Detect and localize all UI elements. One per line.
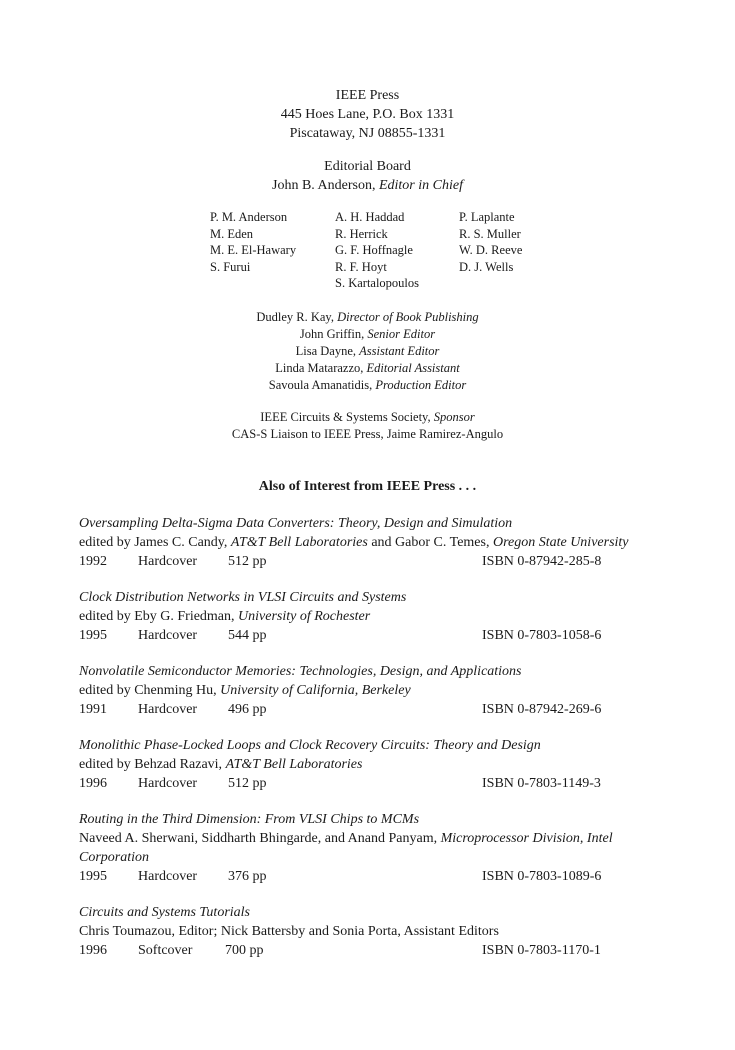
board-member: G. F. Hoffnagle — [335, 243, 413, 258]
staff-name: John Griffin, — [299, 327, 368, 341]
book-entry — [79, 810, 679, 886]
book-affiliation: Microprocessor Division, Intel Corporation — [79, 831, 613, 865]
book-entry — [79, 736, 679, 793]
book-title: Routing in the Third Dimension: From VLSI Chips to MCMs — [79, 812, 420, 827]
staff-role: Production Editor — [375, 378, 467, 392]
staff-role: Director of Book Publishing — [337, 310, 479, 324]
board-member: R. Herrick — [335, 226, 388, 241]
book-meta — [79, 774, 679, 793]
book-editors: Naveed A. Sherwani, Siddharth Bhingarde, and Anand Panyam, — [79, 831, 441, 846]
book-affiliation: University of California, Berkeley — [220, 683, 411, 698]
book-pages: 544 pp — [228, 628, 267, 643]
book-meta — [79, 941, 679, 960]
book-entry — [79, 903, 679, 960]
book-title: Nonvolatile Semiconductor Memories: Technologies, Design, and Applications — [79, 664, 522, 679]
book-title: Oversampling Delta-Sigma Data Converters: Theory, Design and Simulation — [79, 516, 513, 531]
staff-name: Savoula Amanatidis, — [268, 378, 376, 392]
society-sponsor — [0, 409, 735, 426]
publisher-block — [0, 86, 735, 143]
staff-member — [0, 377, 735, 394]
book-binding: Hardcover — [138, 869, 198, 884]
book-affiliation: Oregon State University — [492, 535, 629, 550]
society-sponsor-name: IEEE Circuits & Systems Society, — [260, 410, 434, 424]
staff-role: Senior Editor — [367, 327, 436, 341]
book-binding: Softcover — [138, 943, 193, 958]
book-credit — [79, 755, 679, 774]
book-affiliation: AT&T Bell Laboratories — [225, 757, 363, 772]
editor-in-chief — [0, 176, 735, 195]
book-credit — [79, 681, 679, 700]
book-credit — [79, 829, 679, 867]
editorial-board-members — [210, 209, 579, 292]
board-member: P. Laplante — [459, 210, 515, 224]
book-entry — [79, 514, 679, 571]
book-editors: edited by Eby G. Friedman, — [79, 609, 239, 624]
board-member: S. Furui — [210, 259, 251, 274]
book-binding: Hardcover — [138, 628, 198, 643]
book-binding: Hardcover — [138, 554, 198, 569]
society-sponsor-role: Sponsor — [433, 410, 475, 424]
book-pages: 376 pp — [228, 869, 267, 884]
book-isbn: ISBN 0-7803-1170-1 — [482, 943, 601, 958]
book-title: Circuits and Systems Tutorials — [79, 905, 251, 920]
staff-role: Editorial Assistant — [366, 361, 460, 375]
book-meta — [79, 552, 679, 571]
book-binding: Hardcover — [138, 776, 198, 791]
society-liaison: CAS-S Liaison to IEEE Press, Jaime Ramirez-Angulo — [231, 427, 504, 441]
book-affiliation: AT&T Bell Laboratories — [230, 535, 368, 550]
also-of-interest-heading: Also of Interest from IEEE Press . . . — [258, 479, 477, 494]
book-meta — [79, 700, 679, 719]
book-meta — [79, 626, 679, 645]
book-isbn: ISBN 0-87942-269-6 — [482, 702, 602, 717]
book-entry — [79, 662, 679, 719]
book-title: Monolithic Phase-Locked Loops and Clock Recovery Circuits: Theory and Design — [79, 738, 541, 753]
book-year: 1991 — [79, 702, 107, 717]
publisher-address-line2: Piscataway, NJ 08855-1331 — [289, 126, 446, 141]
staff-member — [0, 343, 735, 360]
book-binding: Hardcover — [138, 702, 198, 717]
book-list — [79, 514, 679, 977]
publisher-name: IEEE Press — [335, 88, 400, 103]
editorial-board-heading: Editorial Board — [324, 159, 411, 174]
book-year: 1996 — [79, 776, 107, 791]
book-isbn: ISBN 0-7803-1058-6 — [482, 628, 602, 643]
book-credit — [79, 607, 679, 626]
publisher-address-line1: 445 Hoes Lane, P.O. Box 1331 — [280, 107, 455, 122]
book-editors: edited by Chenming Hu, — [79, 683, 221, 698]
book-isbn: ISBN 0-7803-1149-3 — [482, 776, 601, 791]
editor-in-chief-name: John B. Anderson, — [272, 178, 379, 193]
staff-member — [0, 326, 735, 343]
board-member: S. Kartalopoulos — [335, 276, 420, 291]
board-member: D. J. Wells — [459, 259, 514, 274]
book-affiliation: University of Rochester — [238, 609, 371, 624]
book-year: 1996 — [79, 943, 107, 958]
book-title: Clock Distribution Networks in VLSI Circuits and Systems — [79, 590, 407, 605]
book-meta — [79, 867, 679, 886]
book-pages: 496 pp — [228, 702, 267, 717]
book-pages: 700 pp — [225, 943, 264, 958]
staff-name: Linda Matarazzo, — [275, 361, 367, 375]
book-credit — [79, 533, 679, 552]
book-isbn: ISBN 0-7803-1089-6 — [482, 869, 602, 884]
book-editors: edited by Behzad Razavi, — [79, 757, 226, 772]
book-isbn: ISBN 0-87942-285-8 — [482, 554, 602, 569]
book-pages: 512 pp — [228, 776, 267, 791]
board-member: W. D. Reeve — [459, 243, 523, 258]
book-credit — [79, 922, 679, 941]
book-year: 1992 — [79, 554, 107, 569]
staff-name: Dudley R. Kay, — [256, 310, 338, 324]
book-entry — [79, 588, 679, 645]
book-year: 1995 — [79, 628, 107, 643]
staff-member — [0, 309, 735, 326]
board-member: R. S. Muller — [459, 226, 521, 241]
society-block — [0, 409, 735, 443]
book-editors: edited by James C. Candy, — [79, 535, 231, 550]
staff-list — [0, 309, 735, 394]
board-member: P. M. Anderson — [210, 210, 288, 224]
board-member: R. F. Hoyt — [335, 259, 387, 274]
board-member — [459, 275, 579, 292]
board-member: M. Eden — [210, 226, 254, 241]
board-member: M. E. El-Hawary — [210, 243, 297, 258]
editor-in-chief-role: Editor in Chief — [378, 178, 463, 193]
book-pages: 512 pp — [228, 554, 267, 569]
board-member — [210, 275, 335, 292]
book-editors: and Gabor C. Temes, — [367, 535, 493, 550]
book-editors: Chris Toumazou, Editor; Nick Battersby and Sonia Porta, Assistant Editors — [79, 924, 499, 939]
board-member: A. H. Haddad — [335, 210, 405, 224]
book-year: 1995 — [79, 869, 107, 884]
staff-role: Assistant Editor — [359, 344, 440, 358]
staff-member — [0, 360, 735, 377]
editorial-board-header — [0, 157, 735, 195]
staff-name: Lisa Dayne, — [295, 344, 360, 358]
